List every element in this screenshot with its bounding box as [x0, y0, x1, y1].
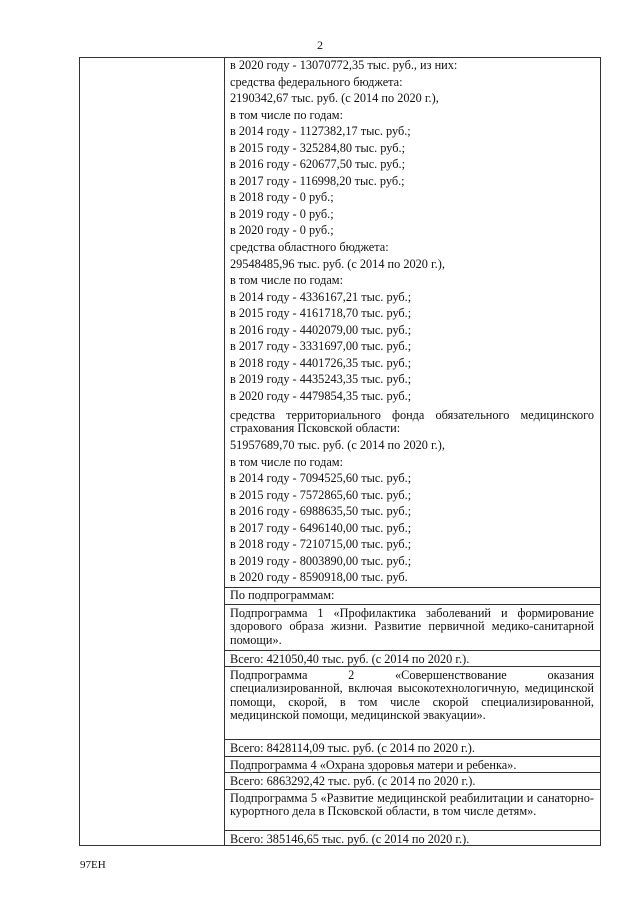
subprogram-4-total: Всего: 6863292,42 тыс. руб. (с 2014 по 2020 г.).	[225, 772, 600, 789]
subprogram-2-total: Всего: 8428114,09 тыс. руб. (с 2014 по 2020 г.).	[225, 739, 600, 756]
text-line: 51957689,70 тыс. руб. (с 2014 по 2020 г.),	[230, 439, 445, 452]
subprograms-heading: По подпрограммам:	[225, 587, 600, 603]
program-funding-table	[79, 57, 601, 846]
page-number: 2	[317, 38, 323, 52]
text-line: в 2016 году - 4402079,00 тыс. руб.;	[230, 324, 412, 337]
text-line: средства областного бюджета:	[230, 241, 389, 254]
footer-code: 97ЕН	[80, 859, 106, 871]
subprogram-5-total: Всего: 385146,65 тыс. руб. (с 2014 по 2020 г.).	[225, 830, 600, 845]
text-line: в 2017 году - 3331697,00 тыс. руб.;	[230, 340, 412, 353]
text-line: в 2019 году - 4435243,35 тыс. руб.;	[230, 373, 412, 386]
text-line: в том числе по годам:	[230, 274, 344, 287]
text-line: в том числе по годам:	[230, 109, 344, 122]
table-right-cell	[225, 58, 600, 845]
text-line: 29548485,96 тыс. руб. (с 2014 по 2020 г.),	[230, 258, 445, 271]
subprogram-4: Подпрограмма 4 «Охрана здоровья матери и ребенка».	[225, 756, 600, 772]
text-line: в 2019 году - 8003890,00 тыс. руб.;	[230, 555, 412, 568]
table-left-cell	[80, 58, 225, 845]
text-line: в 2018 году - 0 руб.;	[230, 191, 334, 204]
text-line: в 2018 году - 7210715,00 тыс. руб.;	[230, 538, 412, 551]
text-line: в 2020 году - 13070772,35 тыс. руб., из них:	[230, 59, 458, 72]
subprogram-5: Подпрограмма 5 «Развитие медицинской реабилитации и санаторно-курортного дела в Псковской области, в том числе детям».	[225, 789, 600, 830]
text-line: в 2014 году - 7094525,60 тыс. руб.;	[230, 472, 412, 485]
subprogram-1-total: Всего: 421050,40 тыс. руб. (с 2014 по 2020 г.).	[225, 650, 600, 666]
text-line: в 2016 году - 620677,50 тыс. руб.;	[230, 158, 406, 171]
text-line: в 2015 году - 325284,80 тыс. руб.;	[230, 142, 406, 155]
text-line: в 2020 году - 8590918,00 тыс. руб.	[230, 571, 408, 584]
text-line: средства федерального бюджета:	[230, 76, 403, 89]
text-line: в 2017 году - 116998,20 тыс. руб.;	[230, 175, 405, 188]
text-line: в 2020 году - 4479854,35 тыс. руб.;	[230, 390, 412, 403]
text-line: в 2014 году - 1127382,17 тыс. руб.;	[230, 125, 411, 138]
text-line: в 2019 году - 0 руб.;	[230, 208, 334, 221]
text-line: в 2020 году - 0 руб.;	[230, 224, 334, 237]
text-line: в 2015 году - 4161718,70 тыс. руб.;	[230, 307, 412, 320]
text-line: в том числе по годам:	[230, 456, 344, 469]
subprogram-2: Подпрограмма 2 «Совершенствование оказания специализированной, включая высокотехнологичную, медицинской помощи, скорой, в том числе скорой специализированной, медицинской помощи, медицинской эвакуации».	[225, 666, 600, 739]
text-line: в 2015 году - 7572865,60 тыс. руб.;	[230, 489, 412, 502]
text-line: в 2018 году - 4401726,35 тыс. руб.;	[230, 357, 412, 370]
text-line: в 2016 году - 6988635,50 тыс. руб.;	[230, 505, 412, 518]
text-line: в 2017 году - 6496140,00 тыс. руб.;	[230, 522, 412, 535]
text-line: в 2014 году - 4336167,21 тыс. руб.;	[230, 291, 412, 304]
text-line: 2190342,67 тыс. руб. (с 2014 по 2020 г.),	[230, 92, 439, 105]
text-line: средства территориального фонда обязательного медицинского страхования Псковской области:	[230, 409, 594, 436]
subprogram-1: Подпрограмма 1 «Профилактика заболеваний и формирование здорового образа жизни. Развитие первичной медико-санитарной помощи».	[225, 604, 600, 650]
